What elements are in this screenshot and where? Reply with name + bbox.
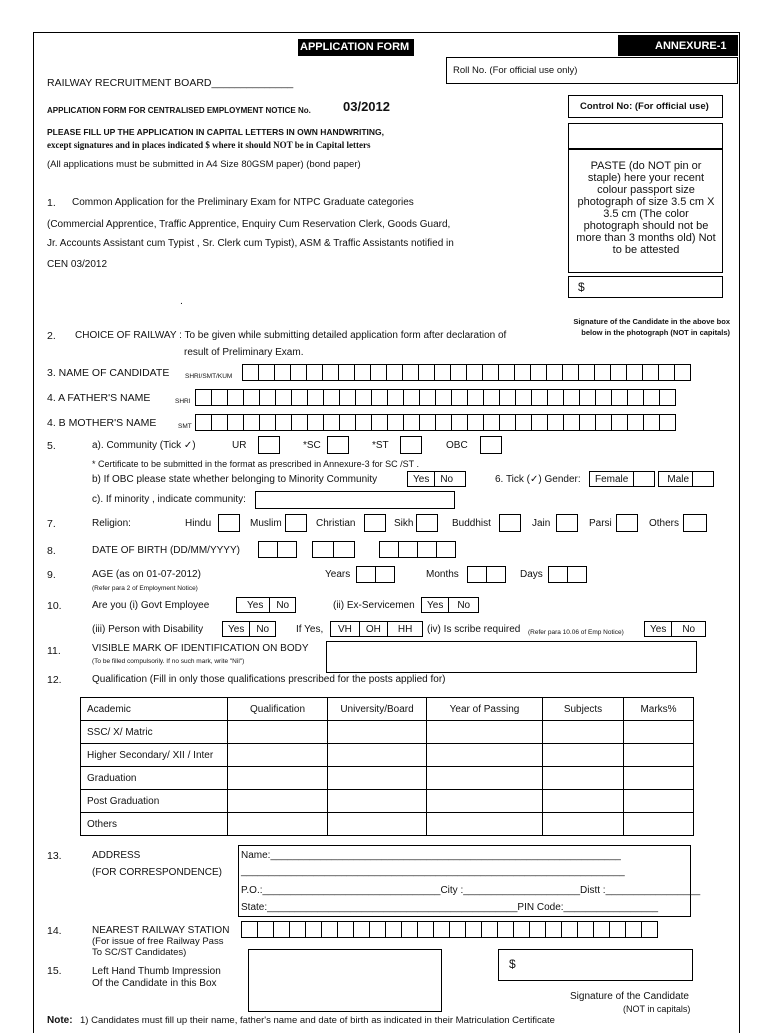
address-label2: (FOR CORRESPONDENCE) [92,867,223,878]
sikh-checkbox[interactable] [416,514,438,532]
age-label: AGE (as on 01-07-2012) [92,569,201,580]
govt-employee-yes[interactable]: Yes [236,597,270,613]
table-header-row [81,698,694,721]
disability-vh[interactable]: VH [330,621,360,637]
scribe-no[interactable]: No [671,621,706,637]
item12-num: 12. [47,674,62,686]
scribe-yes[interactable]: Yes [644,621,672,637]
ur-checkbox[interactable] [258,436,280,454]
disability-options[interactable] [222,621,275,637]
col-marks: Marks% [624,698,694,721]
table-row [81,767,694,790]
jain-checkbox[interactable] [556,514,578,532]
identification-label: VISIBLE MARK OF IDENTIFICATION ON BODY [92,643,309,654]
table-row [81,721,694,744]
annexure-text: ANNEXURE-1 [655,40,727,52]
col-academic: Academic [81,698,228,721]
control-no-field[interactable] [568,123,723,149]
sc-label: *SC [303,440,321,451]
item9-num: 9. [47,569,56,581]
address-po-line: P.O.:________________________________City :_____________________Distt :_________________ [241,885,701,896]
hindu-label: Hindu [185,518,212,529]
photo-signature-note: Signature of the Candidate in the above box below in the photograph (NOT in capitals) [573,317,730,337]
thumb-impression-box[interactable] [248,949,442,1012]
dob-day-cells[interactable] [258,541,296,558]
col-year: Year of Passing [427,698,543,721]
st-label: *ST [372,440,389,451]
minority-yes[interactable]: Yes [407,471,435,487]
ex-servicemen-no[interactable]: No [448,597,479,613]
days-cells[interactable] [548,566,586,583]
scribe-options[interactable] [644,621,705,637]
parsi-label: Parsi [589,518,612,529]
control-no-label: Control No: (For official use) [580,101,709,112]
instruction-paper: (All applications must be submitted in A4 Size 80GSM paper) (bond paper) [47,159,361,170]
item13-num: 13. [47,850,62,862]
instruction-capitals: PLEASE FILL UP THE APPLICATION IN CAPITAL LETTERS IN OWN HANDWRITING, [47,127,385,137]
scribe-note: (Refer para 10.06 of Emp Notice) [528,629,624,636]
row-label: Graduation [81,767,228,790]
name-prefix: SHRI/SMT/KUM [185,373,233,380]
row-label: SSC/ X/ Matric [81,721,228,744]
disability-type-options[interactable] [330,621,422,637]
table-row [81,790,694,813]
item1-line3: Jr. Accounts Assistant cum Typist , Sr. Clerk cum Typist), ASM & Traffic Assistants notified in [47,238,454,249]
st-checkbox[interactable] [400,436,422,454]
ex-servicemen-yes[interactable]: Yes [421,597,449,613]
note-text: 1) Candidates must fill up their name, father's name and date of birth as indicated in their Matriculation Certificate [80,1015,555,1026]
table-row [81,744,694,767]
identification-note: (To be filled compulsorily. If no such mark, write "Nil") [92,658,245,665]
note-label: Note: [47,1015,73,1026]
photo-signature-box[interactable] [568,276,723,298]
dob-year-cells[interactable] [379,541,455,558]
signature-box[interactable] [498,949,693,981]
address-state-line: State:_____________________________________________PIN Code:_________________ [241,902,659,913]
col-subjects: Subjects [543,698,624,721]
station-cells[interactable] [241,921,657,938]
signature-dollar: $ [509,957,516,971]
disability-no[interactable]: No [249,621,276,637]
mother-prefix: SMT [178,423,192,430]
disability-hh[interactable]: HH [387,621,423,637]
months-label: Months [426,569,459,580]
identification-field[interactable] [326,641,697,673]
notice-number: 03/2012 [343,99,390,114]
govt-employee-options[interactable] [236,597,295,613]
row-label: Others [81,813,228,836]
father-name-label: 4. A FATHER'S NAME [47,392,151,404]
govt-employee-label: Are you (i) Govt Employee [92,600,210,611]
sikh-label: Sikh [394,518,414,529]
certificate-note: * Certificate to be submitted in the format as prescribed in Annexure-3 for SC /ST . [92,459,419,469]
item5-num: 5. [47,440,56,452]
days-label: Days [520,569,543,580]
minority-question: b) If OBC please state whether belonging to Minority Community [92,474,378,485]
scribe-label: (iv) Is scribe required [427,624,521,635]
notice-prefix: APPLICATION FORM FOR CENTRALISED EMPLOYMENT NOTICE No. [47,106,311,115]
hindu-checkbox[interactable] [218,514,240,532]
others-label: Others [649,518,680,529]
minority-yes-no[interactable] [407,471,465,487]
item2-text: CHOICE OF RAILWAY : To be given while submitting detailed application form after declaration of [75,330,507,341]
months-cells[interactable] [467,566,505,583]
name-cells[interactable] [242,364,690,381]
item1-dot: . [180,295,183,307]
dob-label: DATE OF BIRTH (DD/MM/YYYY) [92,545,240,556]
years-cells[interactable] [356,566,394,583]
col-university: University/Board [328,698,427,721]
christian-label: Christian [316,518,356,529]
jain-label: Jain [532,518,551,529]
muslim-checkbox[interactable] [285,514,307,532]
minority-community-field[interactable] [255,491,455,509]
row-label: Higher Secondary/ XII / Inter [81,744,228,767]
item14-num: 14. [47,925,62,937]
disability-label: (iii) Person with Disability [92,624,204,635]
thumb-label2: Of the Candidate in this Box [92,978,217,989]
station-label: NEAREST RAILWAY STATION [92,925,230,936]
row-label: Post Graduation [81,790,228,813]
ex-servicemen-label: (ii) Ex-Servicemen [333,600,415,611]
item7-num: 7. [47,518,56,530]
father-name-cells[interactable] [195,389,675,406]
address-label: ADDRESS [92,850,141,861]
photo-instructions: PASTE (do NOT pin or staple) here your recent colour passport size photograph of size 3.5 cm X 3.5 cm (The color photograph should not be more than 3 months old) Not to be attested [576,160,716,256]
obc-checkbox[interactable] [480,436,502,454]
muslim-label: Muslim [250,518,282,529]
sc-checkbox[interactable] [327,436,349,454]
item2-num: 2. [47,330,56,342]
buddhist-label: Buddhist [452,518,491,529]
station-note2: To SC/ST Candidates) [92,947,187,958]
dob-month-cells[interactable] [312,541,354,558]
christian-checkbox[interactable] [364,514,386,532]
item8-num: 8. [47,545,56,557]
obc-label: OBC [446,440,468,451]
thumb-label: Left Hand Thumb Impression [92,966,221,977]
qualification-table [80,697,694,836]
minority-no[interactable]: No [434,471,466,487]
col-qualification: Qualification [228,698,328,721]
gender-female[interactable]: Female [589,471,634,487]
item15-num: 15. [47,965,62,977]
gender-label: 6. Tick (✓) Gender: [495,474,581,485]
qualification-label: Qualification (Fill in only those qualifications prescribed for the posts applied for) [92,674,446,685]
item1-line4: CEN 03/2012 [47,259,108,270]
item2-text2: result of Preliminary Exam. [184,347,304,358]
item1-line2: (Commercial Apprentice, Traffic Apprentice, Enquiry Cum Reservation Clerk, Goods Guard, [47,219,451,230]
ex-servicemen-options[interactable] [421,597,478,613]
name-label: 3. NAME OF CANDIDATE [47,367,170,379]
instruction-signature: except signatures and in places indicated $ where it should NOT be in Capital letters [47,140,371,150]
gender-options[interactable] [589,471,713,487]
station-note1: (For issue of free Railway Pass [92,936,224,947]
board-name: RAILWAY RECRUITMENT BOARD______________ [47,77,294,89]
item11-num: 11. [47,645,61,657]
religion-label: Religion: [92,518,131,529]
signature-label: Signature of the Candidate [570,991,689,1002]
father-prefix: SHRI [175,398,191,405]
buddhist-checkbox[interactable] [499,514,521,532]
parsi-checkbox[interactable] [616,514,638,532]
item1-num: 1. [47,197,56,209]
age-note: (Refer para 2 of Employment Notice) [92,585,198,592]
mother-name-cells[interactable] [195,414,675,431]
others-checkbox[interactable] [683,514,707,532]
govt-employee-no[interactable]: No [269,597,296,613]
table-row [81,813,694,836]
community-label: a). Community (Tick ✓) [92,440,196,451]
disability-oh[interactable]: OH [359,621,388,637]
signature-label2: (NOT in capitals) [623,1004,691,1014]
address-blank-line: _____________________________________________________________________ [241,866,625,877]
disability-yes[interactable]: Yes [222,621,250,637]
address-name-line: Name:_______________________________________________________________ [241,850,621,861]
item10-num: 10. [47,600,62,612]
item1-line1: Common Application for the Preliminary Exam for NTPC Graduate categories [72,197,414,208]
form-title-text: APPLICATION FORM [300,41,410,53]
mother-name-label: 4. B MOTHER'S NAME [47,417,157,429]
gender-male[interactable]: Male [658,471,693,487]
roll-no-label: Roll No. (For official use only) [453,65,578,76]
years-label: Years [325,569,351,580]
photo-dollar: $ [578,280,585,294]
minority-community-label: c). If minority , indicate community: [92,494,246,505]
if-yes-label: If Yes, [296,624,324,635]
ur-label: UR [232,440,247,451]
